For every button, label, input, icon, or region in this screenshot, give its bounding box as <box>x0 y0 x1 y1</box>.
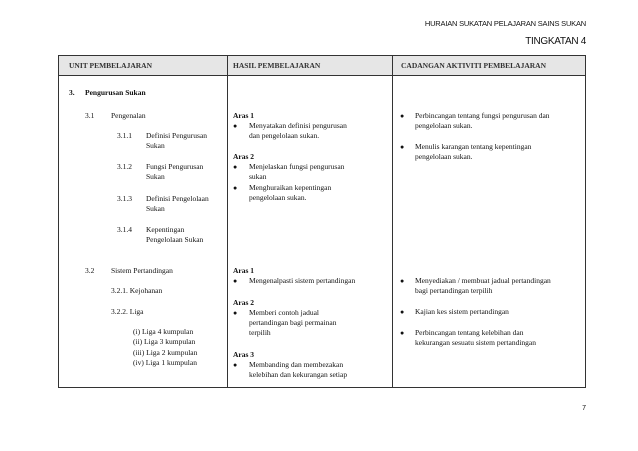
column-header-unit: UNIT PEMBELAJARAN <box>69 61 152 70</box>
subsection-title: Definisi Pengelolaan <box>146 194 209 203</box>
learning-outcome: kelebihan dan kekurangan setiap <box>249 370 348 379</box>
level-heading: Aras 3 <box>233 350 255 359</box>
document-header-form: TINGKATAN 4 <box>525 36 586 47</box>
activity-item: Menyediakan / membuat jadual pertandingan <box>415 276 551 285</box>
learning-outcome: pertandingan bagi permainan <box>249 318 337 327</box>
learning-outcome: Memberi contoh jadual <box>249 308 319 317</box>
subsection-number: 3.1.2 <box>117 162 132 171</box>
subsection-title: Pengelolaan Sukan <box>146 235 204 244</box>
bullet-dot-icon: ● <box>233 361 238 369</box>
learning-outcome: Membanding dan membezakan <box>249 360 344 369</box>
subsection-title: Sukan <box>146 172 165 181</box>
bullet-dot-icon: ● <box>400 308 405 316</box>
league-item: (i) Liga 4 kumpulan <box>133 327 194 336</box>
activity-item: pengelolaan sukan. <box>415 121 473 130</box>
learning-outcome: terpilih <box>249 328 271 337</box>
bullet-dot-icon: ● <box>233 277 238 285</box>
column-header-cadangan: CADANGAN AKTIVITI PEMBELAJARAN <box>401 61 547 70</box>
column-divider <box>392 56 393 387</box>
level-heading: Aras 1 <box>233 266 255 275</box>
bullet-dot-icon: ● <box>233 122 238 130</box>
activity-item: kekurangan sesuatu sistem pertandingan <box>415 338 537 347</box>
subsection-title: 3.2.2. Liga <box>111 307 144 316</box>
subsection-number: 3.1.3 <box>117 194 132 203</box>
syllabus-table <box>58 55 586 388</box>
column-header-hasil: HASIL PEMBELAJARAN <box>233 61 321 70</box>
learning-outcome: Menyatakan definisi pengurusan <box>249 121 347 130</box>
activity-item: pengelolaan sukan. <box>415 152 473 161</box>
subsection-title: 3.2.1. Kejohanan <box>111 286 163 295</box>
activity-item: Perbincangan tentang fungsi pengurusan dan <box>415 111 550 120</box>
subsection-number: 3.1.1 <box>117 131 132 140</box>
activity-item: Menulis karangan tentang kepentingan <box>415 142 532 151</box>
level-heading: Aras 1 <box>233 111 255 120</box>
document-header-title: HURAIAN SUKATAN PELAJARAN SAINS SUKAN <box>424 19 586 28</box>
bullet-dot-icon: ● <box>233 184 238 192</box>
subsection-title: Definisi Pengurusan <box>146 131 208 140</box>
learning-outcome: pengelolaan sukan. <box>249 193 307 202</box>
activity-item: Kajian kes sistem pertandingan <box>415 307 509 316</box>
bullet-dot-icon: ● <box>400 143 405 151</box>
column-divider <box>227 56 228 387</box>
learning-outcome: dan pengelolaan sukan. <box>249 131 320 140</box>
learning-outcome: Menghuraikan kepentingan <box>249 183 332 192</box>
learning-outcome: Mengenalpasti sistem pertandingan <box>249 276 356 285</box>
learning-outcome: sukan <box>249 172 267 181</box>
subsection-number: 3.1.4 <box>117 225 132 234</box>
bullet-dot-icon: ● <box>400 112 405 120</box>
learning-outcome: Menjelaskan fungsi pengurusan <box>249 162 345 171</box>
subsection-title: Sukan <box>146 204 165 213</box>
league-item: (iii) Liga 2 kumpulan <box>133 348 198 357</box>
activity-item: Perbincangan tentang kelebihan dan <box>415 328 524 337</box>
subsection-title: Kepentingan <box>146 225 185 234</box>
subsection-title: Sukan <box>146 141 165 150</box>
bullet-dot-icon: ● <box>400 277 405 285</box>
level-heading: Aras 2 <box>233 298 255 307</box>
activity-item: bagi pertandingan terpilih <box>415 286 493 295</box>
section-number: 3.2 <box>85 266 95 275</box>
section-title: Sistem Pertandingan <box>111 266 173 275</box>
league-item: (ii) Liga 3 kumpulan <box>133 337 196 346</box>
subsection-title: Fungsi Pengurusan <box>146 162 204 171</box>
bullet-dot-icon: ● <box>400 329 405 337</box>
unit-title: Pengurusan Sukan <box>85 88 146 97</box>
table-header-row <box>59 56 585 76</box>
league-item: (iv) Liga 1 kumpulan <box>133 358 197 367</box>
level-heading: Aras 2 <box>233 152 255 161</box>
section-number: 3.1 <box>85 111 95 120</box>
unit-number: 3. <box>69 88 75 97</box>
bullet-dot-icon: ● <box>233 163 238 171</box>
section-title: Pengenalan <box>111 111 146 120</box>
page-number: 7 <box>582 405 586 412</box>
bullet-dot-icon: ● <box>233 309 238 317</box>
